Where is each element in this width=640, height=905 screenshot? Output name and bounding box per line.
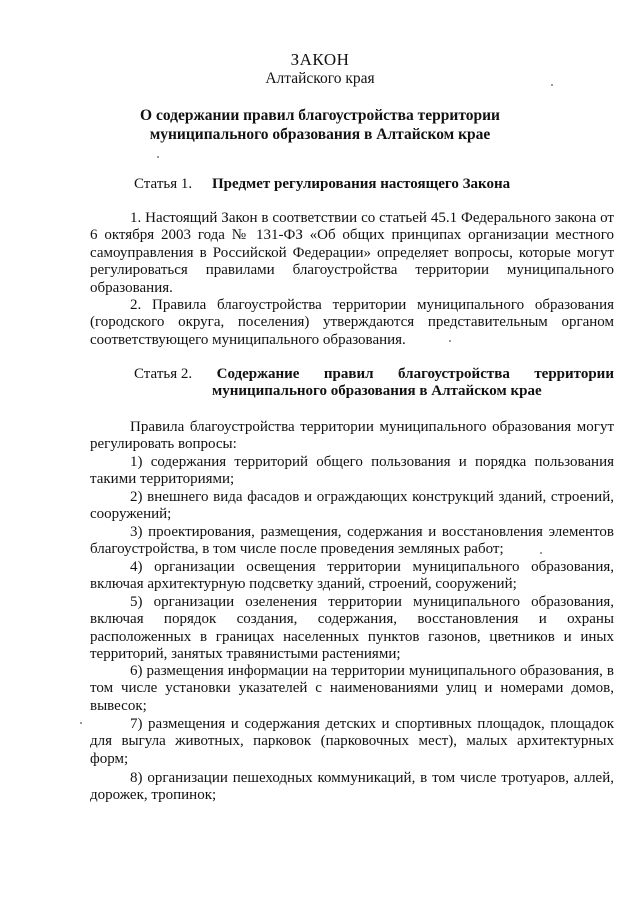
article-2-item-7: 7) размещения и содержания детских и спортивных площадок, площадок для выгула животных, парковок (парковочных мест), малых архитектурных форм; xyxy=(90,716,614,767)
law-name-line-1: О содержании правил благоустройства территории xyxy=(140,107,500,124)
article-2-heading xyxy=(134,366,614,400)
document-type-title: ЗАКОН xyxy=(290,50,350,69)
article-2-title-word-4: территории xyxy=(534,366,614,382)
law-name xyxy=(0,106,640,144)
article-2-item-8: 8) организации пешеходных коммуникаций, в том числе тротуаров, аллей, дорожек, тропинок; xyxy=(90,770,614,804)
article-2-item-1: 1) содержания территорий общего пользования и порядка пользования такими территориями; xyxy=(90,454,614,488)
article-1-title: Предмет регулирования настоящего Закона xyxy=(212,176,511,192)
article-2-item-5: 5) организации озеленения территории муниципального образования, включая порядок создания, содержания, восстановления и охраны расположенных в границах населенных пунктов газонов, цветников и иных территорий, занятых травянистыми растениями; xyxy=(90,594,614,663)
scan-speck xyxy=(551,84,553,86)
article-2-item-6: 6) размещения информации на территории муниципального образования, в том числе установки указателей с наименованиями улиц и номерами домов, вывесок; xyxy=(90,663,614,714)
article-2-label: Статья 2. xyxy=(134,366,193,382)
scan-speck xyxy=(157,156,159,158)
article-1-heading xyxy=(134,176,614,193)
article-2-item-4: 4) организации освещения территории муниципального образования, включая архитектурную подсветку зданий, строений, сооружений; xyxy=(90,559,614,593)
article-2-title-word-3: благоустройства xyxy=(398,366,510,382)
article-1-paragraph-2: 2. Правила благоустройства территории муниципального образования (городского округа, поселения) утверждаются представительным органом соответствующего муниципального образования. xyxy=(90,297,614,348)
article-2-title-word-2: правил xyxy=(323,366,374,382)
law-name-line-2: муниципального образования в Алтайском крае xyxy=(149,126,491,143)
article-2-heading-line-1 xyxy=(134,366,614,383)
scan-speck xyxy=(540,552,542,554)
article-2-intro: Правила благоустройства территории муниципального образования могут регулировать вопросы: xyxy=(90,419,614,453)
document-issuer: Алтайского края xyxy=(265,70,375,87)
article-1-label: Статья 1. xyxy=(134,176,193,192)
scan-speck xyxy=(449,340,451,342)
article-2-title-line-2: муниципального образования в Алтайском крае xyxy=(212,383,542,399)
article-2-item-3: 3) проектирования, размещения, содержания и восстановления элементов благоустройства, в том числе после проведения земляных работ; xyxy=(90,524,614,558)
article-1-paragraph-1: 1. Настоящий Закон в соответствии со статьей 45.1 Федерального закона от 6 октября 2003 года № 131-ФЗ «Об общих принципах организации местного самоуправления в Российской Федерации» определяет вопросы, которые могут регулироваться правилами благоустройства территории муниципального образования. xyxy=(90,210,614,296)
article-2-title-word-1: Содержание xyxy=(216,366,300,382)
article-2-item-2: 2) внешнего вида фасадов и ограждающих конструкций зданий, строений, сооружений; xyxy=(90,489,614,523)
scan-speck xyxy=(80,722,82,724)
